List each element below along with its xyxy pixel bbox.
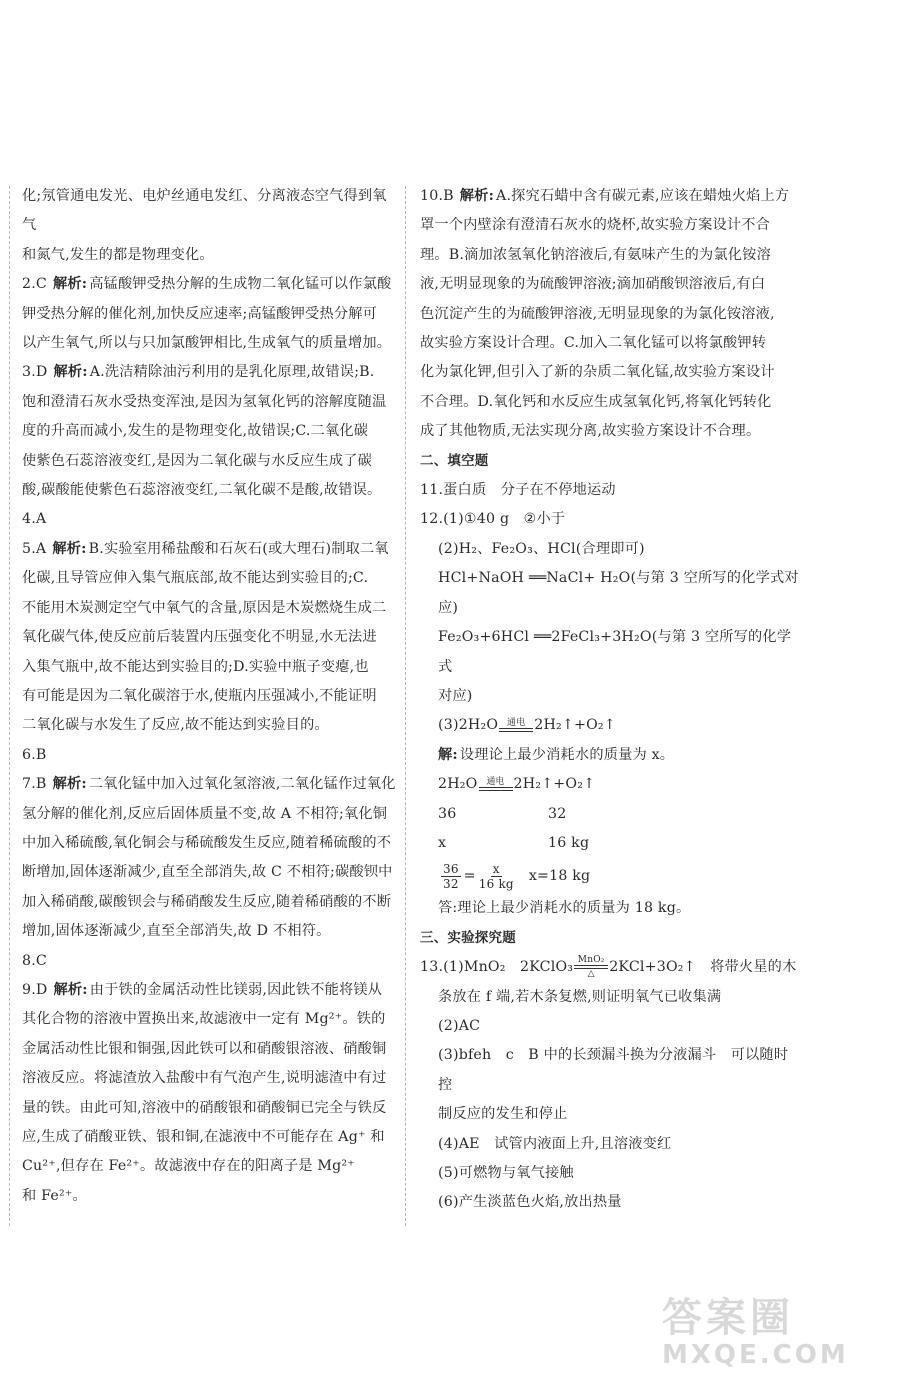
answer-line: 罩一个内壁涂有澄清石灰水的烧杯,故实验方案设计不合 — [420, 217, 771, 234]
answer-line: 化碳,且导管应伸入集气瓶底部,故不能达到实验目的;C. — [22, 570, 369, 587]
answer-line: 入集气瓶中,故不能达到实验目的;D.实验中瓶子变瘪,也 — [22, 658, 369, 675]
reaction-condition: 通电 — [499, 718, 533, 732]
section-heading-fill-blank: 二、填空题 — [420, 452, 489, 469]
ratio-row: x 16 kg — [438, 834, 590, 851]
watermark — [662, 1296, 882, 1376]
equation-line: 应) — [438, 599, 459, 616]
answer-line: 二氧化碳与水发生了反应,故不能达到实验目的。 — [22, 717, 329, 734]
intro-line: 化;氖管通电发光、电炉丝通电发红、分离液态空气得到氧气 — [22, 188, 387, 234]
answer-q2: 2.C 解析: 高锰酸钾受热分解的生成物二氧化锰可以作氯酸 — [22, 276, 392, 293]
answer-line: 饱和澄清石灰水受热变浑浊,是因为氢氧化钙的溶解度随温 — [22, 393, 387, 410]
answer-line: 度的升高而减小,发生的是物理变化,故错误;C.二氧化碳 — [22, 423, 369, 440]
ratio-row: 36 32 — [438, 805, 567, 822]
answer-q13-2: (2)AC — [438, 1017, 481, 1034]
answer-q11: 11.蛋白质 分子在不停地运动 — [420, 482, 616, 499]
answer-line: 酸,碳酸能使紫色石蕊溶液变红,二氧化碳不是酸,故错误。 — [22, 482, 382, 499]
fraction: $\frac{36}{32}$ — [443, 861, 459, 891]
answer-line: 有可能是因为二氧化碳溶于水,使瓶内压强减小,不能证明 — [22, 687, 377, 704]
answer-line: 色沉淀产生的为硫酸钾溶液,无明显现象的为氯化铵溶液, — [420, 305, 775, 322]
equation-line: Fe₂O₃+6HCl ══2FeCl₃+3H₂O(与第 3 空所写的化学式 — [438, 629, 792, 675]
equation-line: 对应) — [438, 687, 473, 704]
answer-line: 成了其他物质,无法实现分离,故实验方案设计不合理。 — [420, 423, 761, 440]
answer-q6: 6.B — [22, 746, 47, 763]
answer-line: 中加入稀硫酸,氧化铜会与稀硫酸发生反应,随着稀硫酸的不 — [22, 834, 392, 851]
answer-line: 液,无明显现象的为硫酸钾溶液;滴加硝酸钡溶液后,有白 — [420, 276, 766, 293]
right-column — [420, 182, 800, 1218]
answer-line: 和 Fe²⁺。 — [22, 1187, 87, 1204]
answer-line: 故实验方案设计合理。C.加入二氧化锰可以将氯酸钾转 — [420, 335, 767, 352]
answer-line: 理。B.滴加浓氢氧化钠溶液后,有氨味产生的为氯化铵溶 — [420, 246, 771, 263]
answer-q13-3: (3)bfeh c B 中的长颈漏斗换为分液漏斗 可以随时控 — [438, 1047, 789, 1093]
column-divider — [405, 186, 406, 1226]
answer-q13-5: (5)可燃物与氧气接触 — [438, 1165, 574, 1181]
reaction-condition: 通电 — [479, 777, 513, 791]
answer-line: 氧化碳气体,使反应前后装置内压强变化不明显,水无法进 — [22, 629, 377, 646]
answer-q8: 8.C — [22, 952, 47, 969]
left-margin-divider — [9, 186, 10, 1226]
final-answer: 答:理论上最少消耗水的质量为 18 kg。 — [438, 900, 691, 917]
answer-line: 以产生氧气,所以与只加氯酸钾相比,生成氧气的质量增加。 — [22, 335, 392, 352]
answer-line: 断增加,固体逐渐减少,直至全部消失,故 C 不相符;碳酸钡中 — [22, 864, 393, 881]
answer-q13-4: (4)AE 试管内液面上升,且溶液变红 — [438, 1135, 672, 1152]
answer-q12-1: 12.(1)①40 g ②小于 — [420, 511, 566, 528]
answer-line: 不能用木炭测定空气中氧气的含量,原因是木炭燃烧生成二 — [22, 599, 387, 616]
answer-q7: 7.B 解析: 二氧化锰中加入过氧化氢溶液,二氧化锰作过氧化 — [22, 776, 396, 793]
answer-line: 钾受热分解的催化剂,加快反应速率;高锰酸钾受热分解可 — [22, 305, 377, 322]
answer-q10: 10.B 解析: A.探究石蜡中含有碳元素,应该在蜡烛火焰上方 — [420, 188, 790, 204]
section-heading-experiment: 三、实验探究题 — [420, 929, 516, 946]
solution-equation: 2H₂O 通电 2H₂↑+O₂↑ — [438, 776, 596, 793]
intro-line: 和氮气,发生的都是物理变化。 — [22, 246, 214, 263]
answer-q12-3: (3)2H₂O 通电 2H₂↑+O₂↑ — [438, 717, 616, 734]
fraction: $\frac{x}{16 kg}$ — [478, 861, 514, 891]
answer-q5: 5.A 解析: B.实验室用稀盐酸和石灰石(或大理石)制取二氧 — [22, 540, 389, 557]
watermark-url: MXQE.COM — [662, 1340, 849, 1370]
answer-line: 加入稀硝酸,碳酸钡会与稀硝酸发生反应,随着稀硝酸的不断 — [22, 893, 392, 910]
answer-q13-1: 13.(1)MnO₂ 2KClO₃ MnO₂ △ 2KCl+3O₂↑ 将带火星的木 — [420, 955, 797, 980]
left-column — [22, 182, 400, 1211]
answer-line: 化为氯化钾,但引入了新的杂质二氧化锰,故实验方案设计 — [420, 364, 775, 381]
answer-line: 条放在 f 端,若木条复燃,则证明氧气已收集满 — [438, 988, 722, 1005]
proportion-row: $\frac{36}{32}$ = $\frac{x}{16 kg}$ x=18 kg — [443, 861, 591, 891]
solution-intro: 解: 设理论上最少消耗水的质量为 x。 — [438, 746, 675, 763]
reaction-condition: MnO₂ △ — [574, 955, 608, 979]
answer-q13-6: (6)产生淡蓝色火焰,放出热量 — [438, 1194, 622, 1211]
answer-line: 溶液反应。将滤渣放入盐酸中有气泡产生,说明滤渣中有过 — [22, 1070, 387, 1087]
answer-line: 金属活动性比银和铜强,因此铁可以和硝酸银溶液、硝酸铜 — [22, 1040, 387, 1057]
answer-line: 应,生成了硝酸亚铁、银和铜,在滤液中不可能存在 Ag⁺ 和 — [22, 1129, 385, 1145]
answer-q9: 9.D 解析: 由于铁的金属活动性比镁弱,因此铁不能将镁从 — [22, 981, 383, 998]
answer-line: Cu²⁺,但存在 Fe²⁺。故滤液中存在的阳离子是 Mg²⁺ — [22, 1158, 355, 1175]
answer-line: 使紫色石蕊溶液变红,是因为二氧化碳与水反应生成了碳 — [22, 452, 373, 469]
answer-line: 不合理。D.氧化钙和水反应生成氢氧化钙,将氧化钙转化 — [420, 393, 772, 410]
answer-line: 其化合物的溶液中置换出来,故滤液中一定有 Mg²⁺。铁的 — [22, 1011, 386, 1028]
answer-q4: 4.A — [22, 511, 47, 528]
answer-line: 氢分解的催化剂,反应后固体质量不变,故 A 不相符;氧化铜 — [22, 805, 388, 822]
answer-q3: 3.D 解析: A.洗洁精除油污利用的是乳化原理,故错误;B. — [22, 364, 375, 381]
answer-q12-2: (2)H₂、Fe₂O₃、HCl(合理即可) — [438, 540, 645, 557]
equation-line: HCl+NaOH ══NaCl+ H₂O(与第 3 空所写的化学式对 — [438, 570, 799, 587]
answer-line: 增加,固体逐渐减少,直至全部消失,故 D 不相符。 — [22, 923, 331, 940]
answer-line: 制反应的发生和停止 — [438, 1106, 568, 1123]
answer-line: 量的铁。由此可知,溶液中的硝酸银和硝酸铜已完全与铁反 — [22, 1099, 387, 1116]
watermark-title: 答案圈 — [662, 1295, 794, 1341]
